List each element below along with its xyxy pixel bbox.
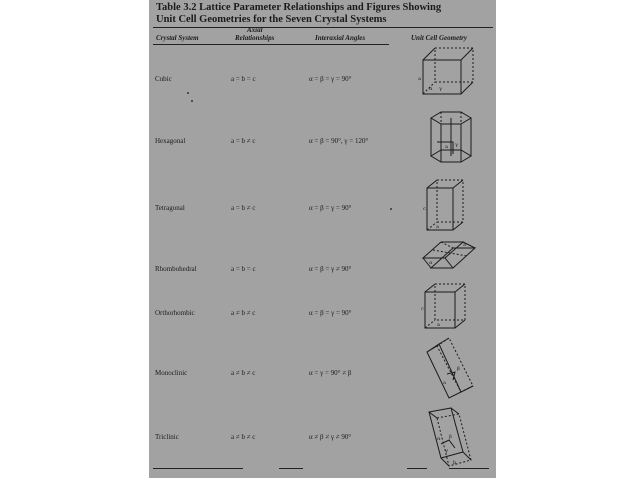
crystal-system-cell: Cubic xyxy=(155,75,172,83)
interaxial-angle-cell: α = β = 90°, γ = 120° xyxy=(309,137,369,145)
axial-relationship-cell: a = b ≠ c xyxy=(231,204,256,212)
header-unit-cell-geometry: Unit Cell Geometry xyxy=(411,34,467,42)
rhombohedral-unit-cell-figure xyxy=(419,236,481,272)
label-a: a xyxy=(436,224,439,230)
label-c: c xyxy=(423,206,426,212)
label-gamma: γ xyxy=(445,448,448,454)
label-b: b xyxy=(453,460,457,466)
interaxial-angle-cell: α = β = γ = 90° xyxy=(309,204,352,212)
label-beta: β xyxy=(457,366,460,372)
label-beta: β xyxy=(449,434,452,440)
crystal-system-cell: Rhombohedral xyxy=(155,265,197,273)
orthorhombic-unit-cell-figure xyxy=(421,280,469,332)
label-alpha: α xyxy=(437,436,441,442)
axial-relationship-cell: a ≠ b ≠ c xyxy=(231,309,256,317)
monoclinic-unit-cell-figure xyxy=(423,334,487,400)
triclinic-unit-cell-figure xyxy=(419,404,479,470)
axial-relationship-cell: a = b = c xyxy=(231,75,256,83)
crystal-system-cell: Tetragonal xyxy=(155,204,185,212)
bottom-rule xyxy=(449,468,489,469)
crystal-system-cell: Monoclinic xyxy=(155,369,188,377)
scan-speck xyxy=(187,92,189,94)
interaxial-angle-cell: α = β = γ = 90° xyxy=(309,309,352,317)
header-interaxial-angles: Interaxial Angles xyxy=(315,34,366,42)
table-title-line-2: Unit Cell Geometries for the Seven Crystal Systems xyxy=(156,14,387,25)
hexagonal-unit-cell-figure xyxy=(423,106,479,168)
label-a: a xyxy=(445,144,448,150)
bottom-rule xyxy=(407,468,427,469)
crystal-system-cell: Triclinic xyxy=(155,433,179,441)
tetragonal-unit-cell-figure xyxy=(423,176,469,234)
interaxial-angle-cell: α = β = γ ≠ 90° xyxy=(309,265,352,273)
header-crystal-system: Crystal System xyxy=(156,34,199,42)
crystal-system-cell: Hexagonal xyxy=(155,137,186,145)
scan-speck xyxy=(191,100,193,102)
label-a: a xyxy=(463,242,466,248)
axial-relationship-cell: a ≠ b ≠ c xyxy=(231,433,256,441)
axial-relationship-cell: a = b ≠ c xyxy=(231,137,256,145)
bottom-rule xyxy=(279,468,303,469)
label-alpha: α xyxy=(429,260,433,266)
interaxial-angle-cell: α = β = γ = 90° xyxy=(309,75,352,83)
axial-relationship-cell: a = b = c xyxy=(231,265,256,273)
bottom-rule xyxy=(153,468,243,469)
label-a: a xyxy=(437,322,440,328)
label-a: a xyxy=(443,380,446,386)
scan-speck xyxy=(390,208,392,210)
interaxial-angle-cell: α = γ = 90° ≠ β xyxy=(309,369,352,377)
label-alpha: α xyxy=(429,86,433,92)
label-gamma: γ xyxy=(455,142,458,148)
scanned-table-page xyxy=(149,0,496,478)
axial-relationship-cell: a ≠ b ≠ c xyxy=(231,369,256,377)
cubic-unit-cell-figure xyxy=(417,44,483,98)
header-underline xyxy=(153,44,389,45)
header-axial-bottom: Relationships xyxy=(235,34,275,42)
label-a: a xyxy=(418,76,421,82)
header-axial-top: Axial xyxy=(247,26,263,34)
title-underline xyxy=(153,27,493,28)
label-gamma: γ xyxy=(439,86,442,92)
crystal-system-cell: Orthorhombic xyxy=(155,309,195,317)
label-c: c xyxy=(421,306,424,312)
interaxial-angle-cell: α ≠ β ≠ γ ≠ 90° xyxy=(309,433,352,441)
table-title-line-1: Table 3.2 Lattice Parameter Relationships and Figures Showing xyxy=(156,2,442,13)
